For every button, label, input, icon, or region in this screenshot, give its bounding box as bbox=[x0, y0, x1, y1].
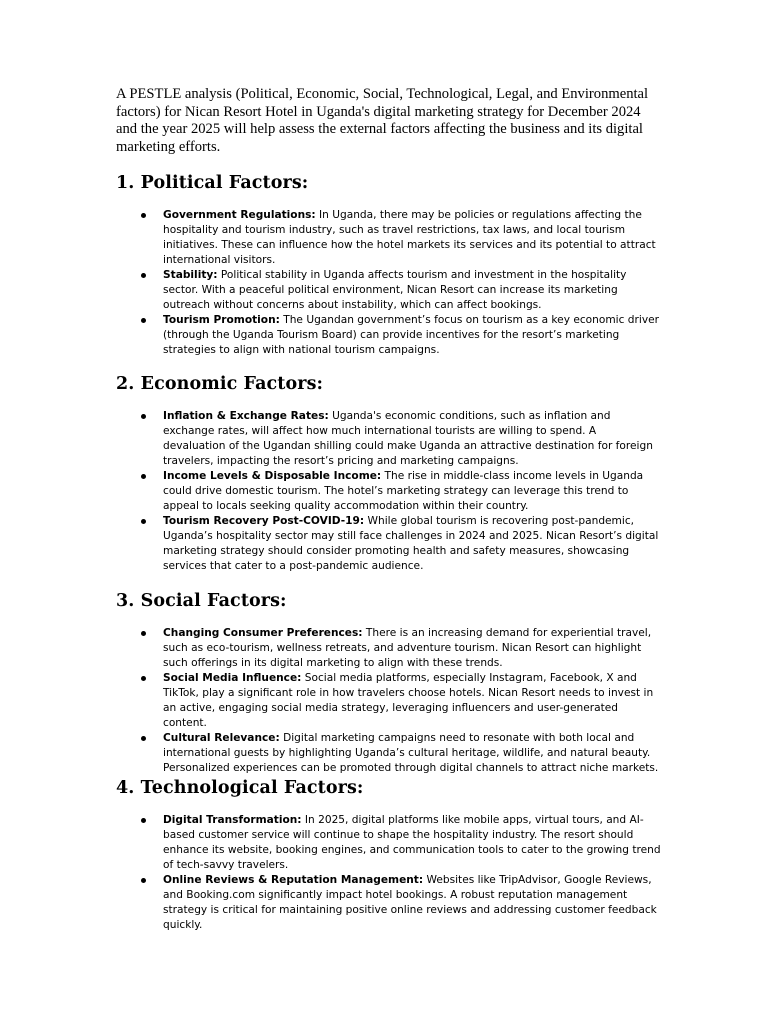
item-text: The rise in middle-class income levels in Uganda could drive domestic tourism. The hotel’s marketing strategy can leverage this trend to appeal to locals seeking quality accommodation within their country. bbox=[163, 470, 644, 512]
item-term: Cultural Relevance: bbox=[163, 732, 280, 744]
item-text: While global tourism is recovering post-pandemic, Uganda’s hospitality sector may still face challenges in 2024 and 2025. Nican Resort’s digital marketing strategy should consider promoting health and safety measures, showcasing services that cater to a post-pandemic audience. bbox=[163, 515, 659, 572]
section-heading: 4. Technological Factors: bbox=[116, 778, 364, 798]
bullet-list bbox=[116, 626, 661, 776]
item-text: Websites like TripAdvisor, Google Reviews, and Booking.com significantly impact hotel bookings. A robust reputation management strategy is critical for maintaining positive online reviews and addressing customer feedback quickly. bbox=[163, 874, 657, 931]
section-heading: 1. Political Factors: bbox=[116, 173, 309, 193]
item-text: In Uganda, there may be policies or regulations affecting the hospitality and tourism industry, such as travel restrictions, tax laws, and local tourism initiatives. These can influence how the hotel markets its services and its potential to attract international visitors. bbox=[163, 209, 656, 266]
item-term: Inflation & Exchange Rates: bbox=[163, 410, 329, 422]
list-item bbox=[163, 813, 661, 873]
item-term: Tourism Recovery Post-COVID-19: bbox=[163, 515, 365, 527]
item-text: Digital marketing campaigns need to resonate with both local and international guests by highlighting Uganda’s cultural heritage, wildlife, and natural beauty. Personalized experiences can be promoted through digital channels to attract niche markets. bbox=[163, 732, 659, 774]
technological-factors-section bbox=[116, 777, 661, 933]
intro-paragraph: A PESTLE analysis (Political, Economic, Social, Technological, Legal, and Environmental factors) for Nican Resort Hotel in Uganda's digital marketing strategy for December 2024 and the year 2025 will help assess the external factors affecting the business and its digital marketing efforts. bbox=[116, 86, 649, 155]
list-item bbox=[163, 313, 661, 358]
political-factors-section bbox=[116, 172, 661, 358]
item-text: Political stability in Uganda affects tourism and investment in the hospitality sector. With a peaceful political environment, Nican Resort can increase its marketing outreach without concerns about instability, which can affect bookings. bbox=[163, 269, 627, 311]
section-heading: 3. Social Factors: bbox=[116, 591, 287, 611]
item-text: Uganda's economic conditions, such as inflation and exchange rates, will affect how much international tourists are willing to spend. A devaluation of the Ugandan shilling could make Uganda an attractive destination for foreign travelers, impacting the resort’s pricing and marketing campaigns. bbox=[163, 410, 653, 467]
item-text: There is an increasing demand for experiential travel, such as eco-tourism, wellness retreats, and adventure tourism. Nican Resort can highlight such offerings in its digital marketing to align with these trends. bbox=[163, 627, 652, 669]
item-term: Social Media Influence: bbox=[163, 672, 302, 684]
item-term: Stability: bbox=[163, 269, 218, 281]
item-term: Digital Transformation: bbox=[163, 814, 302, 826]
bullet-list bbox=[116, 208, 661, 358]
item-text: The Ugandan government’s focus on tourism as a key economic driver (through the Uganda Tourism Board) can provide incentives for the resort’s marketing strategies to align with national tourism campaigns. bbox=[163, 314, 659, 356]
list-item bbox=[163, 268, 661, 313]
item-term: Tourism Promotion: bbox=[163, 314, 280, 326]
item-term: Income Levels & Disposable Income: bbox=[163, 470, 382, 482]
list-item bbox=[163, 671, 661, 731]
list-item bbox=[163, 626, 661, 671]
item-text: Social media platforms, especially Instagram, Facebook, X and TikTok, play a significant role in how travelers choose hotels. Nican Resort needs to invest in an active, engaging social media strategy, leveraging influencers and user-generated content. bbox=[163, 672, 654, 729]
list-item bbox=[163, 873, 661, 933]
item-term: Government Regulations: bbox=[163, 209, 316, 221]
list-item bbox=[163, 469, 661, 514]
bullet-list bbox=[116, 409, 661, 574]
list-item bbox=[163, 409, 661, 469]
item-term: Online Reviews & Reputation Management: bbox=[163, 874, 424, 886]
item-term: Changing Consumer Preferences: bbox=[163, 627, 363, 639]
social-factors-section bbox=[116, 590, 661, 776]
list-item bbox=[163, 208, 661, 268]
section-heading: 2. Economic Factors: bbox=[116, 374, 324, 394]
list-item bbox=[163, 514, 661, 574]
item-text: In 2025, digital platforms like mobile apps, virtual tours, and AI-based customer service will continue to shape the hospitality industry. The resort should enhance its website, booking engines, and communication tools to cater to the growing trend of tech-savvy travelers. bbox=[163, 814, 661, 871]
bullet-list bbox=[116, 813, 661, 933]
economic-factors-section bbox=[116, 373, 661, 574]
list-item bbox=[163, 731, 661, 776]
